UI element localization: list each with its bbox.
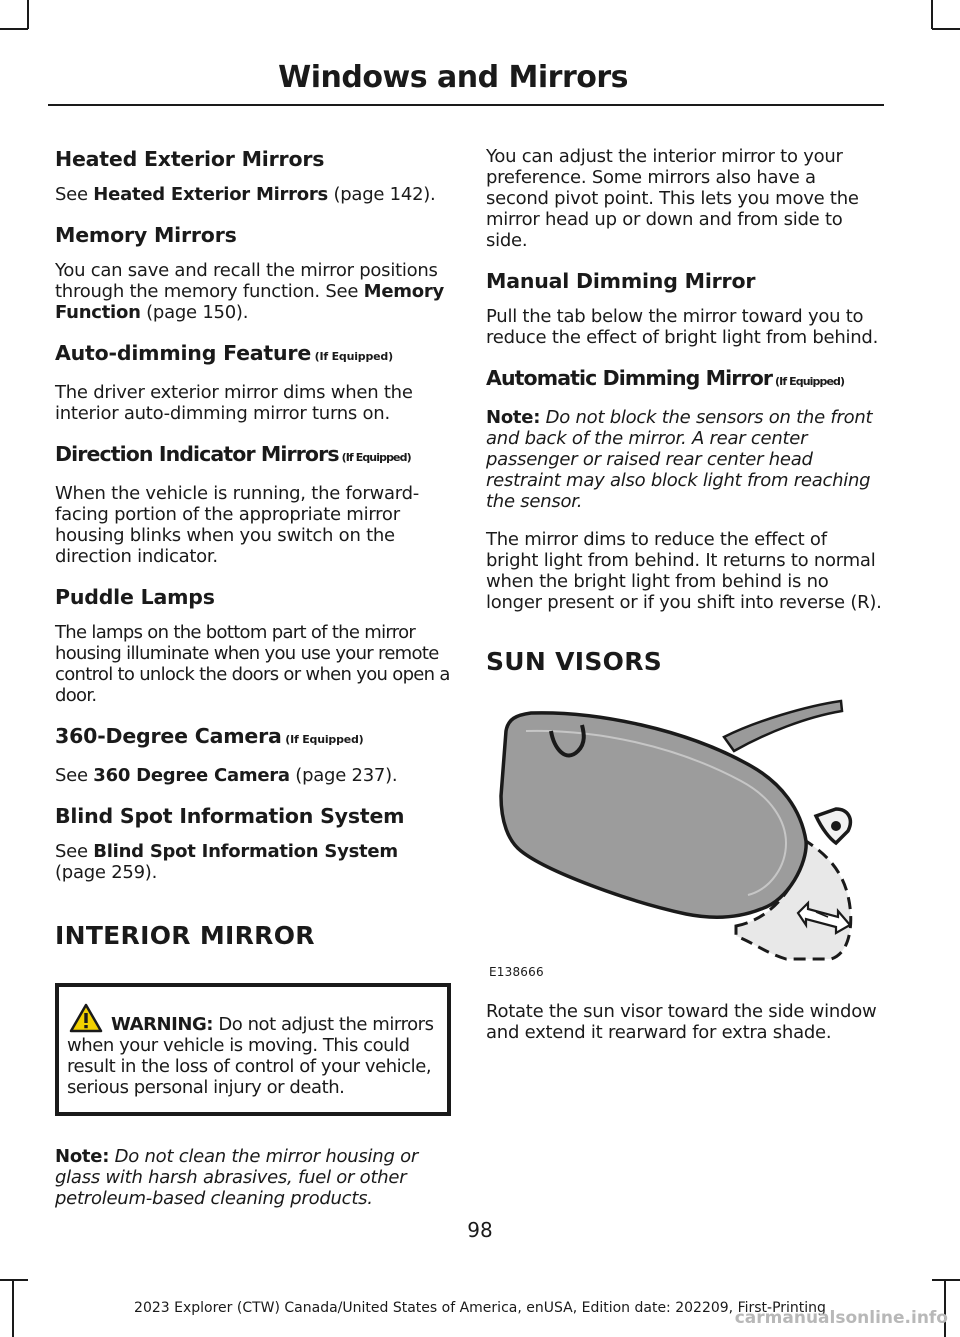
- visor-body: [501, 713, 806, 917]
- visor-hook-hole: [831, 821, 841, 831]
- camera-text: See 360 Degree Camera (page 237).: [55, 765, 398, 786]
- sun-visor-drawing: [486, 691, 882, 981]
- manual-dimming-heading: Manual Dimming Mirror: [486, 269, 756, 293]
- sun-visors-title: SUN VISORS: [486, 647, 663, 676]
- interior-mirror-intro: You can adjust the interior mirror to your preference. Some mirrors also have a second pivot point. This lets you move the mirror head up or down and from side to side.: [486, 146, 859, 251]
- page-number: 98: [467, 1218, 493, 1242]
- header-rule: [48, 104, 884, 106]
- heated-mirrors-text: See Heated Exterior Mirrors (page 142).: [55, 184, 436, 205]
- footer-text: 2023 Explorer (CTW) Canada/United States of America, enUSA, Edition date: 202209, First-Printing: [134, 1300, 826, 1316]
- auto-dimming-heading: Auto-dimming Feature (If Equipped): [55, 341, 393, 365]
- warning-box: [55, 983, 451, 1116]
- figure-label: E138666: [489, 965, 544, 979]
- automatic-dimming-heading: Automatic Dimming Mirror (If Equipped): [486, 366, 845, 390]
- warning-triangle-icon: [69, 1003, 103, 1033]
- puddle-lamps-text: The lamps on the bottom part of the mirror housing illuminate when you use your remote control to unlock the doors or when you open a door.: [55, 622, 450, 706]
- camera-link[interactable]: 360 Degree Camera: [93, 765, 290, 786]
- manual-dimming-text: Pull the tab below the mirror toward you to reduce the effect of bright light from behind.: [486, 306, 879, 348]
- memory-mirrors-heading: Memory Mirrors: [55, 223, 237, 247]
- heated-mirrors-link[interactable]: Heated Exterior Mirrors: [93, 184, 328, 205]
- auto-dimming-text: The driver exterior mirror dims when the interior auto-dimming mirror turns on.: [55, 382, 413, 424]
- watermark: carmanualsonline.info: [734, 1308, 948, 1328]
- sun-visor-illustration: [486, 691, 882, 981]
- cleaning-note: Note: Do not clean the mirror housing or glass with harsh abrasives, fuel or other petroleum-based cleaning products.: [55, 1146, 419, 1209]
- left-column: [55, 146, 451, 1226]
- memory-function-link[interactable]: Memory Function: [55, 281, 445, 323]
- direction-indicator-heading: Direction Indicator Mirrors (If Equipped): [55, 442, 411, 466]
- camera-heading: 360-Degree Camera (If Equipped): [55, 724, 364, 748]
- warning-label: WARNING:: [111, 1014, 214, 1035]
- visor-rod: [724, 701, 842, 751]
- crop-mark: [932, 1279, 960, 1281]
- right-column: [486, 146, 882, 1060]
- direction-indicator-text: When the vehicle is running, the forward-facing portion of the appropriate mirror housing blinks when you switch on the direction indicator.: [55, 483, 420, 567]
- blind-spot-text: See Blind Spot Information System (page 259).: [55, 841, 398, 883]
- if-equipped-tag: (If Equipped): [311, 350, 393, 363]
- blind-spot-heading: Blind Spot Information System: [55, 804, 405, 828]
- page-header-title: Windows and Mirrors: [278, 60, 628, 95]
- heated-mirrors-heading: Heated Exterior Mirrors: [55, 147, 325, 171]
- crop-mark: [0, 28, 28, 30]
- note-label: Note:: [486, 407, 541, 428]
- if-equipped-tag: (If Equipped): [338, 451, 411, 464]
- crop-mark: [27, 0, 29, 29]
- puddle-lamps-heading: Puddle Lamps: [55, 585, 215, 609]
- sun-visor-caption: Rotate the sun visor toward the side window and extend it rearward for extra shade.: [486, 1001, 877, 1043]
- crop-mark: [0, 1279, 28, 1281]
- automatic-dimming-text: The mirror dims to reduce the effect of bright light from behind. It returns to normal when the bright light from behind is no longer present or if you shift into reverse (R).: [486, 529, 882, 613]
- memory-mirrors-text: You can save and recall the mirror positions through the memory function. See Memory Function (page 150).: [55, 260, 445, 323]
- if-equipped-tag: (If Equipped): [281, 733, 364, 746]
- crop-mark: [932, 28, 960, 30]
- warning-text: WARNING: Do not adjust the mirrors when your vehicle is moving. This could result in the loss of control of your vehicle, serious personal injury or death.: [67, 1003, 441, 1098]
- blind-spot-link[interactable]: Blind Spot Information System: [93, 841, 398, 862]
- crop-mark: [931, 0, 933, 29]
- if-equipped-tag: (If Equipped): [772, 375, 845, 388]
- interior-mirror-title: INTERIOR MIRROR: [55, 921, 315, 950]
- sensor-note: Note: Do not block the sensors on the front and back of the mirror. A rear center passenger or raised rear center head restraint may also block light from reaching the sensor.: [486, 407, 873, 512]
- note-label: Note:: [55, 1146, 110, 1167]
